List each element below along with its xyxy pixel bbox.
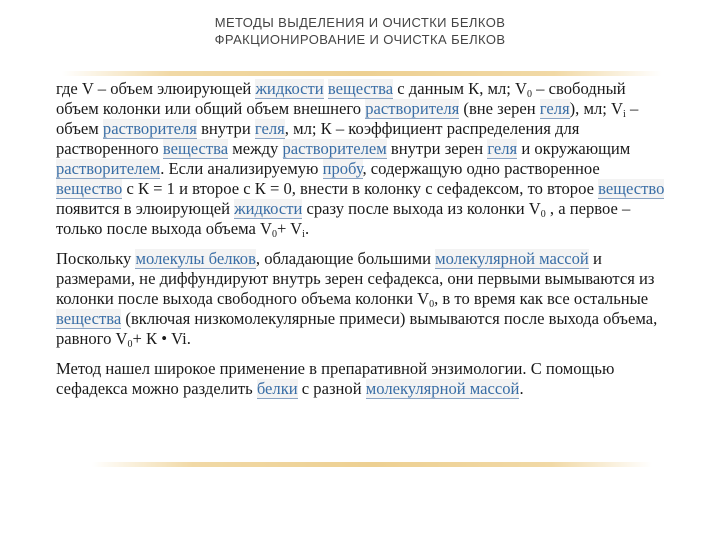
link-solvent[interactable]: растворителя xyxy=(365,99,460,118)
link-substance[interactable]: вещество xyxy=(56,179,123,198)
link-gel[interactable]: геля xyxy=(487,139,518,158)
header-line-2: ФРАКЦИОНИРОВАНИЕ И ОЧИСТКА БЕЛКОВ xyxy=(214,32,506,47)
header-line-1: МЕТОДЫ ВЫДЕЛЕНИЯ И ОЧИСТКИ БЕЛКОВ xyxy=(214,15,506,30)
paragraph-protein-elution: Поскольку молекулы белков, обладающие большими молекулярной массой и размерами, не диффундируют внутрь зерен сефадекса, они первыми вымываются из колонки после выхода свободного объема колонки $V_0$, в то время как все остальные вещества (включая низкомолекулярные примеси) вымываются после выхода объема, равного $V_0+ К$ • Vi. xyxy=(56,249,658,350)
link-proteins[interactable]: белки xyxy=(256,379,298,398)
link-liquid[interactable]: жидкости xyxy=(255,79,324,98)
link-substance[interactable]: вещества xyxy=(327,79,394,98)
slide-header xyxy=(0,14,720,48)
footer-divider xyxy=(92,462,652,467)
paragraph-method-application: Метод нашел широкое применение в препаративной энзимологии. С помощью сефадекса можно разделить белки с разной молекулярной массой. xyxy=(56,359,615,398)
link-molecular-mass[interactable]: молекулярной массой xyxy=(435,249,589,268)
link-solvent[interactable]: растворителем xyxy=(56,159,161,178)
link-gel[interactable]: геля xyxy=(254,119,285,138)
link-protein-molecules[interactable]: молекулы белков xyxy=(135,249,256,268)
link-solvent[interactable]: растворителем xyxy=(282,139,387,158)
link-liquid[interactable]: жидкости xyxy=(234,199,303,218)
header-divider xyxy=(62,71,662,76)
link-substance[interactable]: вещества xyxy=(162,139,229,158)
link-gel[interactable]: геля xyxy=(539,99,570,118)
slide-body xyxy=(56,79,668,409)
link-solvent[interactable]: растворителя xyxy=(102,119,197,138)
link-molecular-mass[interactable]: молекулярной массой xyxy=(365,379,520,398)
link-sample[interactable]: пробу xyxy=(322,159,363,178)
paragraph-formula-explanation: где V – объем элюирующей жидкости вещества с данным К, мл; $V_0$ – свободный объем колонки или общий объем внешнего растворителя (вне зерен геля), мл; $V_i$ – объем растворителя внутри геля, мл; К – коэффициент распределения для растворенного вещества между растворителем внутри зерен геля и окружающим растворителем. Если анализируемую пробу, содержащую одно растворенное вещество с К = 1 и второе с К = 0, внести в колонку с сефадексом, то второе вещество появится в элюирующей жидкости сразу после выхода из колонки $V_0$ , а первое – только после выхода объема $V_0+ V_i$. xyxy=(56,79,665,240)
link-substance[interactable]: вещество xyxy=(598,179,665,198)
link-substances[interactable]: вещества xyxy=(56,309,122,328)
